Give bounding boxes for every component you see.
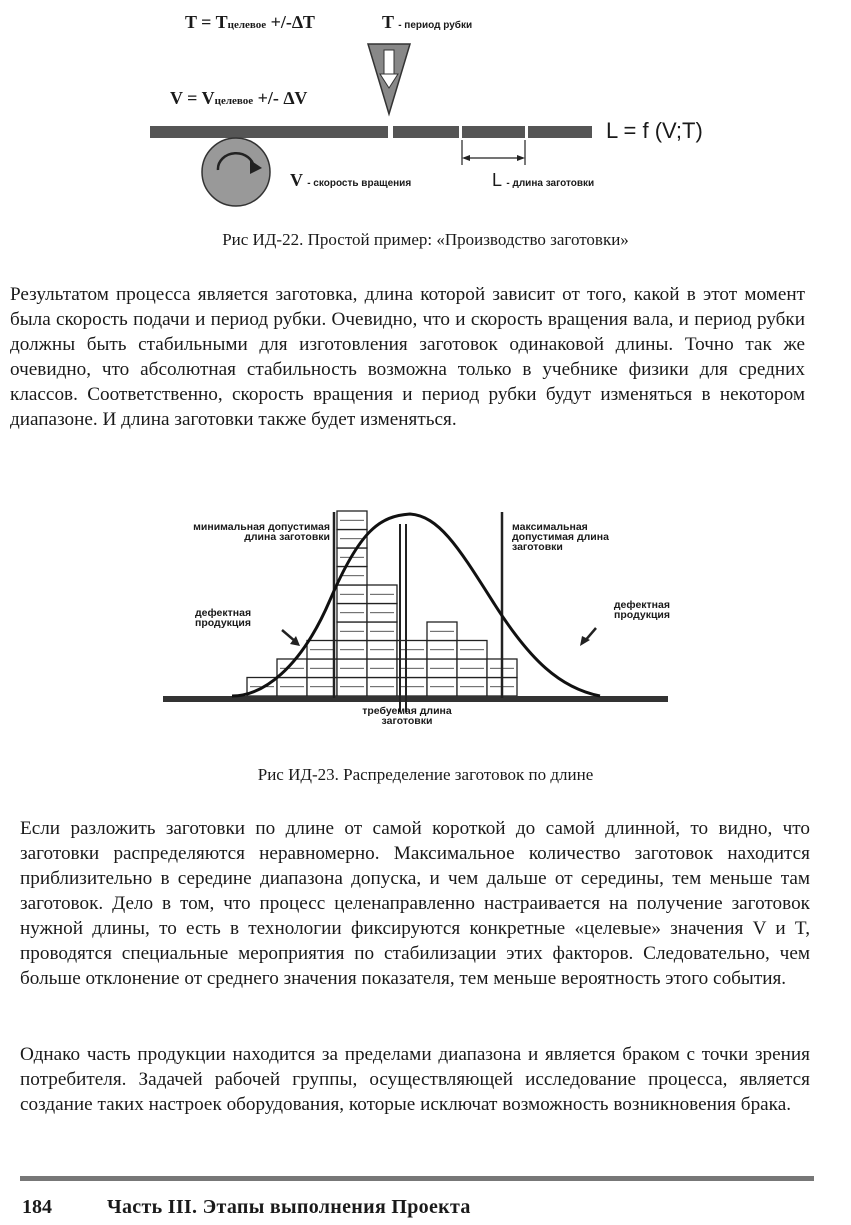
histogram-bar	[457, 641, 487, 697]
histogram-bar	[397, 641, 427, 697]
max-length-label: максимальная допустимая длина заготовки	[512, 521, 609, 553]
section-title: Часть III. Этапы выполнения Проекта	[107, 1196, 471, 1218]
formula-v: V = Vцелевое +/- ∆V	[170, 88, 308, 108]
histogram-bar	[427, 622, 457, 696]
figure-caption-2: Рис ИД-23. Распределение заготовок по длине	[257, 765, 594, 784]
paragraph-1: Результатом процесса является заготовка, длина которой зависит от того, какой в этот момент была скорость подачи и период рубки. Очевидно, что и скорость вращения вала, и период рубки должны быть стабильными для изготовления заготовок одинаковой длины. Точно так же очевидно, что абсолютная стабильность возможна только в учебнике физики для средних классов. Соответственно, скорость вращения и период рубки будут изменяться в некотором диапазоне. И длина заготовки также будет изменяться.	[10, 284, 805, 430]
blank-piece-3	[528, 126, 592, 138]
paragraph-2: Если разложить заготовки по длине от самой короткой до самой длинной, то видно, что заготовки распределяются неравномерно. Максимальное количество заготовок находится приблизительно в середине диапазона допуска, и чем дальше от середины, тем меньше там заготовок. Дело в том, что процесс целенаправленно настраивается на получение заготовок нужной длины, то есть в технологии фиксируются конкретные «целевые» значения V и T, проводятся специальные мероприятия по стабилизации этих факторов. Следовательно, чем больше отклонение от среднего значения показателя, тем меньше вероятность этого события.	[20, 818, 810, 989]
formula-t: T = Tцелевое +/-∆T	[185, 12, 315, 32]
blank-piece-1	[393, 126, 459, 138]
defect-label-right: дефектная продукция	[613, 599, 670, 621]
conveyor-bar-left	[150, 126, 388, 138]
defect-label-left: дефектная продукция	[195, 607, 252, 629]
target-length-label: требуемая длина заготовки	[362, 705, 452, 727]
length-function-formula: L = f (V;T)	[606, 118, 703, 143]
figure-caption-1: Рис ИД-22. Простой пример: «Производство заготовки»	[222, 230, 629, 249]
blank-piece-2	[462, 126, 525, 138]
min-length-label: минимальная допустимая длина заготовки	[193, 521, 330, 543]
page-number: 184	[22, 1196, 52, 1218]
histogram-bar	[307, 641, 337, 697]
cutter-arrow-shaft	[384, 50, 394, 74]
l-legend: L - длина заготовки	[492, 170, 595, 190]
t-legend: T - период рубки	[382, 12, 473, 32]
v-legend: V - скорость вращения	[290, 170, 412, 190]
roller-shaft	[202, 138, 270, 206]
footer-rule	[20, 1176, 814, 1181]
distribution-chart	[0, 490, 851, 730]
histogram-bar	[367, 585, 397, 696]
paragraph-3: Однако часть продукции находится за пределами диапазона и является браком с точки зрения потребителя. Задачей рабочей группы, осуществляющей исследование процесса, является создание таких настроек оборудования, которые исключат возможность возникновения брака.	[20, 1044, 810, 1115]
